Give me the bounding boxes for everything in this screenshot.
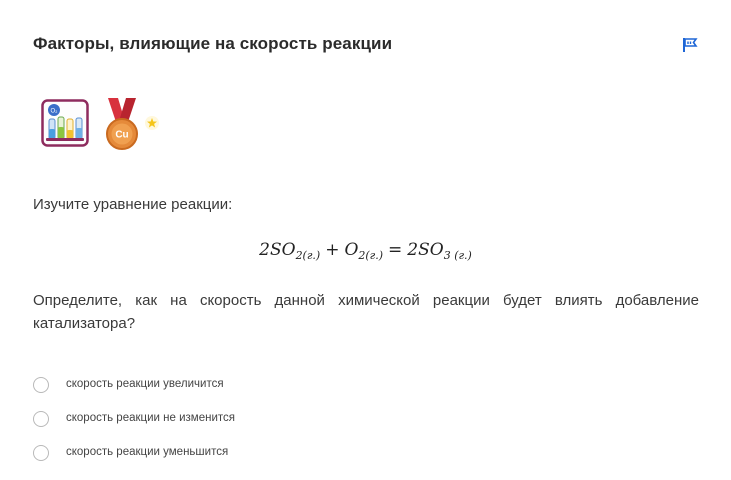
radio-button[interactable]	[33, 411, 49, 427]
equation-coef-1: 2	[259, 240, 270, 260]
equation-plus: +	[325, 240, 340, 260]
achievement-badges	[38, 96, 168, 154]
equation-so3-sub: 3 (г.)	[443, 249, 472, 262]
answer-option-label: скорость реакции уменьшится	[66, 446, 229, 458]
equation-so3: SO	[418, 240, 444, 260]
answer-option-label: скорость реакции не изменится	[66, 412, 235, 424]
star-icon	[144, 115, 160, 131]
equation-equals: =	[388, 240, 403, 260]
reaction-equation	[0, 240, 731, 260]
radio-button[interactable]	[33, 377, 49, 393]
answer-option-1[interactable]	[33, 376, 333, 396]
intro-text: Изучите уравнение реакции:	[33, 196, 233, 213]
task-title: Факторы, влияющие на скорость реакции	[33, 34, 393, 53]
answer-option-2[interactable]	[33, 410, 333, 430]
equation-so2: SO	[269, 240, 296, 260]
lab-bubble-text: O₂	[50, 108, 58, 115]
equation-coef-2: 2	[407, 240, 419, 260]
equation-so2-sub: 2(г.)	[295, 249, 321, 262]
medal-text: Cu	[115, 129, 129, 141]
radio-button[interactable]	[33, 445, 49, 461]
answer-option-3[interactable]	[33, 444, 333, 464]
equation-o2: O	[344, 240, 359, 260]
question-text: Определите, как на скорость данной химической реакции будет влиять добавление катализатора?	[33, 292, 699, 332]
lab-flasks-badge-icon	[41, 99, 89, 147]
copper-medal-badge-icon	[102, 96, 142, 152]
report-flag-icon[interactable]	[681, 36, 699, 54]
equation-o2-sub: 2(г.)	[358, 249, 384, 262]
answer-option-label: скорость реакции увеличится	[66, 378, 224, 390]
